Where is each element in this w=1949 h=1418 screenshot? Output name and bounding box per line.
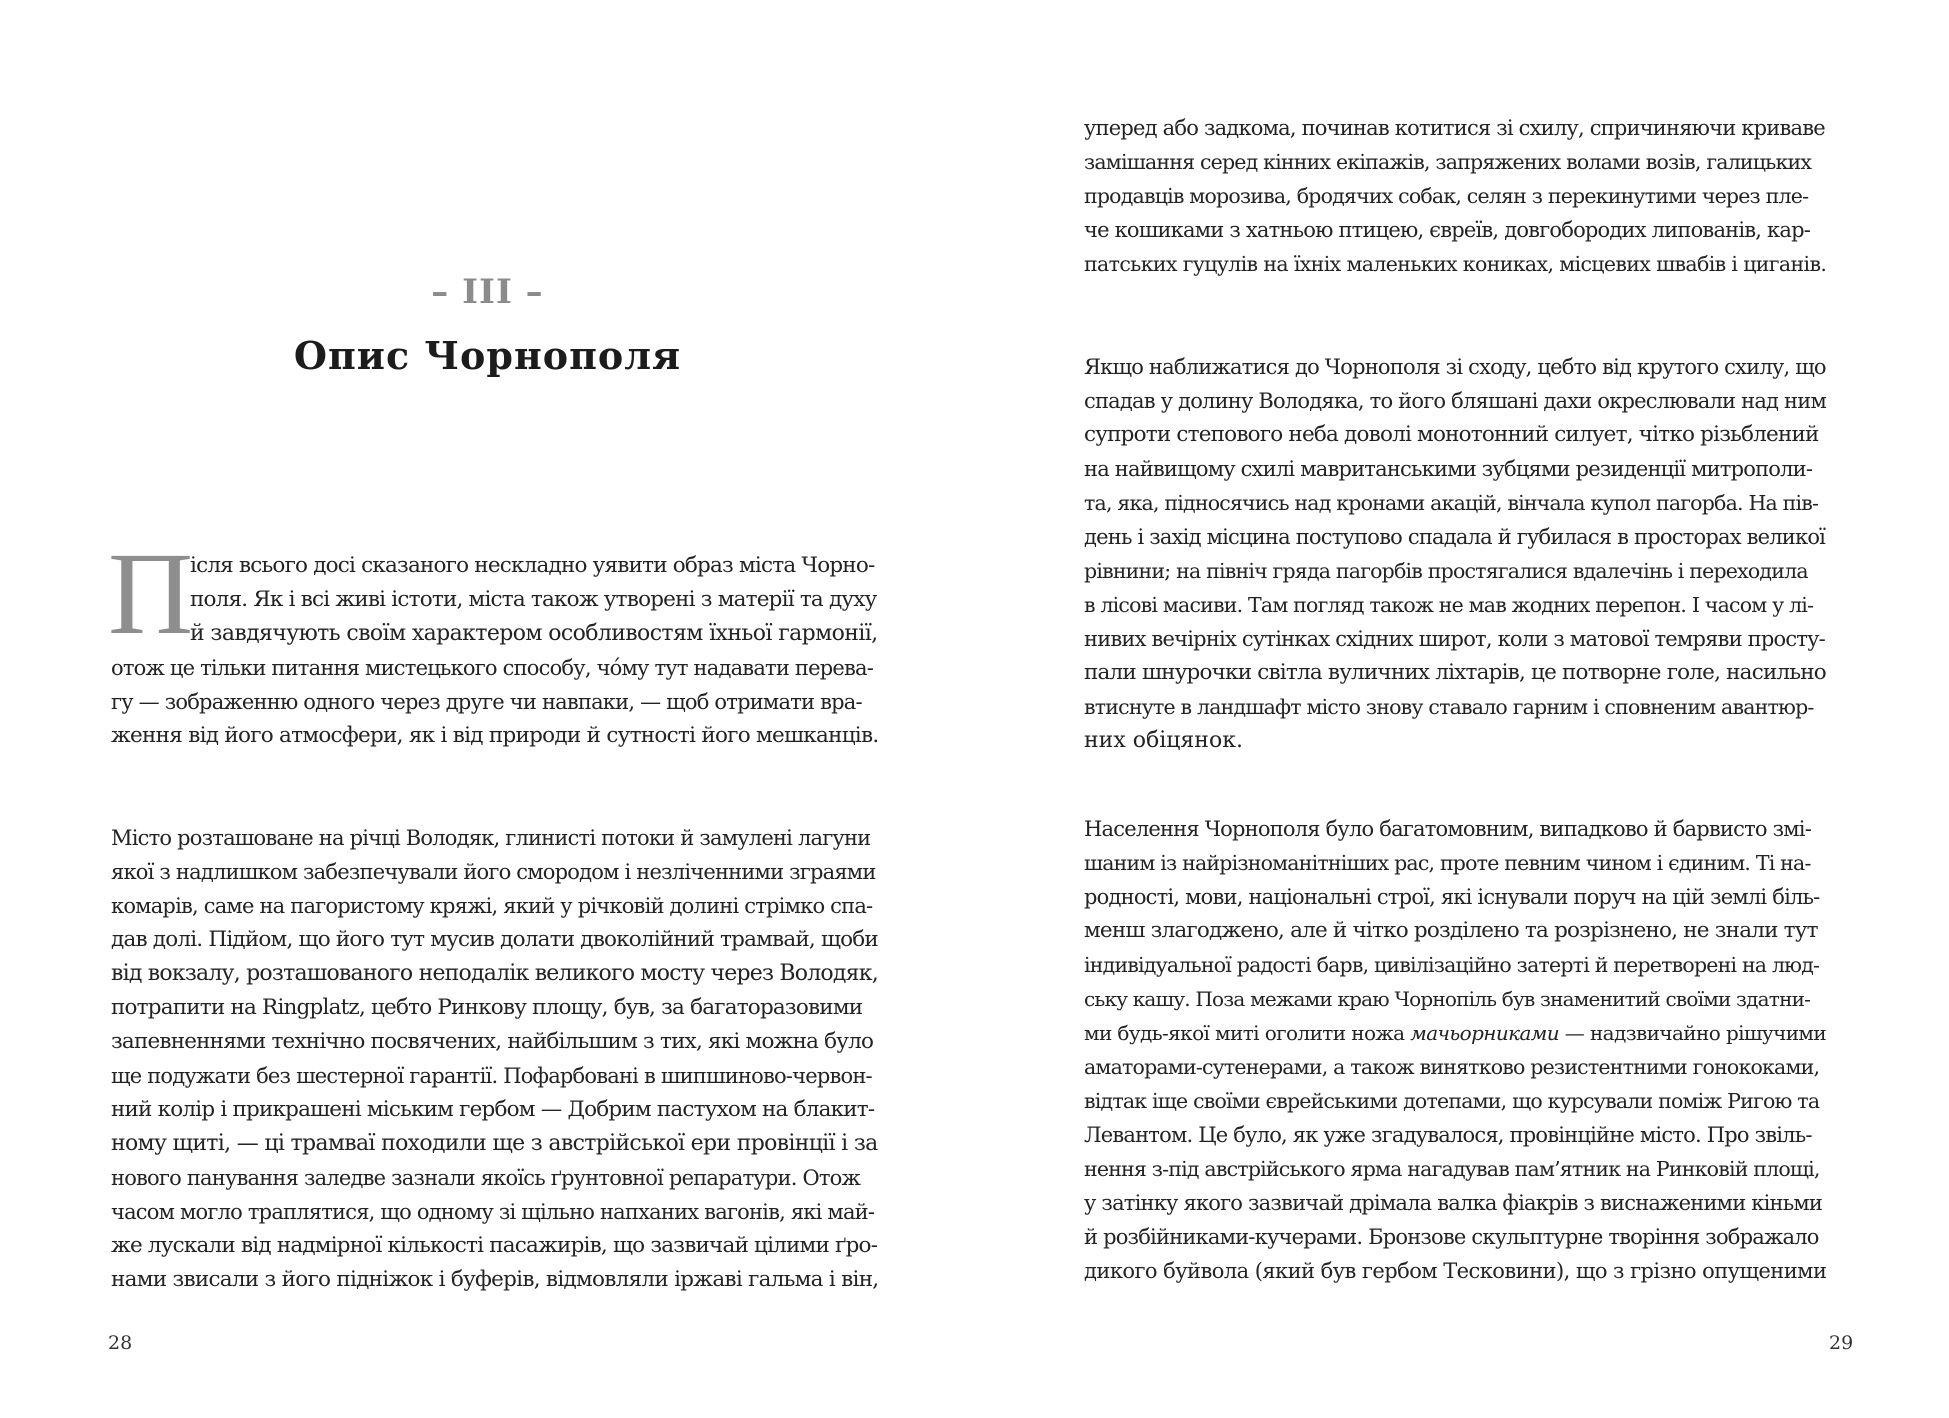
text-line: Населення Чорнополя було багатомовним, випадково й барвисто змі- xyxy=(1084,817,1812,841)
text-line: у затінку якого зазвичай дрімала валка фіакрів з виснаженими кіньми xyxy=(1084,1191,1823,1215)
text-line: супроти степового неба доволі монотонний силует, чітко різьблений xyxy=(1084,422,1819,447)
text-line: уперед або задкома, починав котитися зі схилу, спричиняючи криваве xyxy=(1084,116,1825,140)
text-line: нення з-під австрійського ярма нагадував пам’ятник на Ринковій площі, xyxy=(1084,1157,1820,1181)
text-line: на найвищому схилі мавританськими зубцями резиденції митрополи- xyxy=(1084,457,1813,481)
text-line: в лісові масиви. Там погляд також не мав жодних перепон. І часом у лі- xyxy=(1084,593,1814,617)
text-line: потрапити на Ringplatz, цебто Ринкову площу, був, за багаторазовими xyxy=(111,995,863,1020)
text-line: від вокзалу, розташованого неподалік великого мосту через Володяк, xyxy=(111,961,878,986)
text-line: же лускали від надмірної кількості пасажирів, що зазвичай цілими ґро- xyxy=(111,1233,878,1258)
text-segment: ми будь-якої миті оголити ножа xyxy=(1084,1021,1411,1045)
page-number: 29 xyxy=(1829,1332,1854,1354)
text-line: нового панування заледве зазнали якоїсь ґрунтовної репаратури. Отож xyxy=(111,1166,861,1190)
page-number: 28 xyxy=(108,1332,133,1354)
text-line xyxy=(1084,1016,1826,1050)
text-line: рівнини; на північ гряда пагорбів простягалися вдалечінь і переходила xyxy=(1084,559,1808,583)
text-segment: — надзвичайно рішучими xyxy=(1559,1021,1827,1045)
text-line: нами звисали з його підніжок і буферів, відмовляли іржаві гальма і він, xyxy=(111,1267,879,1292)
text-line: втиснуте в ландшафт місто знову ставало гарним і сповненим авантюр- xyxy=(1084,695,1814,719)
text-line: запевненнями технічно посвячених, найбільшим з тих, які можна було xyxy=(111,1029,874,1054)
text-line: Місто розташоване на річці Володяк, глинисті потоки й замулені лагуни xyxy=(111,826,871,850)
text-line: індивідуальної радості барв, цивілізаційно затерті й перетворені на люд- xyxy=(1084,953,1820,977)
text-line: менш злагоджено, але й чітко розділено та розрізнено, не знали тут xyxy=(1084,918,1818,943)
text-line: замішання серед кінних екіпажів, запряжених волами возів, галицьких xyxy=(1084,150,1812,174)
text-line: гу — зображенню одного через друге чи навпаки, — щоб отримати вра- xyxy=(111,690,862,714)
text-line: ному щиті, — ці трамваї походили ще з австрійської ери провінції і за xyxy=(111,1131,878,1156)
text-line: Левантом. Це було, як уже згадувалося, провінційне місто. Про звіль- xyxy=(1084,1123,1812,1147)
text-line: них обіцянок. xyxy=(1084,728,1243,753)
text-line: ще подужати без шестерної гарантії. Пофарбовані в шипшиново-червон- xyxy=(111,1064,872,1088)
text-line: пали шнурочки світла вуличних ліхтарів, це потворне голе, насильно xyxy=(1084,660,1826,685)
text-line: аматорами-сутенерами, а також винятково резистентними гонококами, xyxy=(1084,1055,1820,1079)
chapter-number: – III – xyxy=(431,272,544,312)
text-line: продавців морозива, бродячих собак, селян з перекинутими через пле- xyxy=(1084,184,1809,208)
text-line: комарів, саме на пагористому кряжі, який у річковій долині стрімко спа- xyxy=(111,894,873,918)
text-line: й розбійниками-кучерами. Бронзове скульптурне творіння зображало xyxy=(1084,1225,1819,1249)
text-line: че кошиками з хатньою птицею, євреїв, довгобородих липованів, кар- xyxy=(1084,218,1811,242)
text-line: дикого буйвола (який був гербом Тесковини), що з грізно опущеними xyxy=(1084,1259,1827,1283)
text-line: родності, мови, національні строї, які існували поруч на цій землі біль- xyxy=(1084,885,1820,909)
text-line: день і захід місцина поступово спадала й губилася в просторах великої xyxy=(1084,525,1826,549)
text-line: та, яка, підносячись над кронами акацій, вінчала купол пагорба. На пів- xyxy=(1084,491,1819,515)
text-line: спадав у долину Володяка, то його бляшані дахи окреслювали над ним xyxy=(1084,389,1826,413)
text-line: часом могло траплятися, що одному зі щільно напханих вагонів, які май- xyxy=(111,1200,875,1224)
text-line: ний колір і прикрашені міським гербом — Добрим пастухом на блакит- xyxy=(111,1097,875,1122)
drop-cap: П xyxy=(108,528,194,659)
text-line: ську кашу. Поза межами краю Чорнопіль був знаменитий своїми здатни- xyxy=(1084,987,1811,1011)
text-line: Якщо наближатися до Чорнополя зі сходу, цебто від крутого схилу, що xyxy=(1084,355,1826,379)
text-line: шаним із найрізноманітніших рас, проте певним чином і єдиним. Ті на- xyxy=(1084,851,1811,875)
text-line: патських гуцулів на їхніх маленьких кониках, місцевих швабів і циганів. xyxy=(1084,252,1827,276)
text-line: поля. Як і всі живі істоти, міста також утворені з матерії та духу xyxy=(190,587,877,612)
italic-word: мачьорниками xyxy=(1410,1021,1560,1045)
text-line: дав долі. Підйом, що його тут мусив долати двоколійний трамвай, щоби xyxy=(111,927,878,952)
text-line: й завдячують своїм характером особливостям їхньої гармонії, xyxy=(190,621,878,646)
chapter-title: Опис Чорнополя xyxy=(293,333,682,378)
text-line: ісля всього досі сказаного нескладно уявити образ міста Чорно- xyxy=(190,553,875,578)
text-line: відтак іще своїми єврейськими дотепами, що курсували поміж Ригою та xyxy=(1084,1089,1820,1113)
text-line: нивих вечірніх сутінках східних широт, коли з матової темряви просту- xyxy=(1084,627,1825,651)
text-line: ження від його атмосфери, як і від природи й сутності його мешканців. xyxy=(111,723,879,748)
right-page xyxy=(975,0,1949,1418)
text-line: отож це тільки питання мистецького способу, чо́му тут надавати перева- xyxy=(111,656,874,680)
text-line: якої з надлишком забезпечували його смородом і незліченними зграями xyxy=(111,860,876,884)
